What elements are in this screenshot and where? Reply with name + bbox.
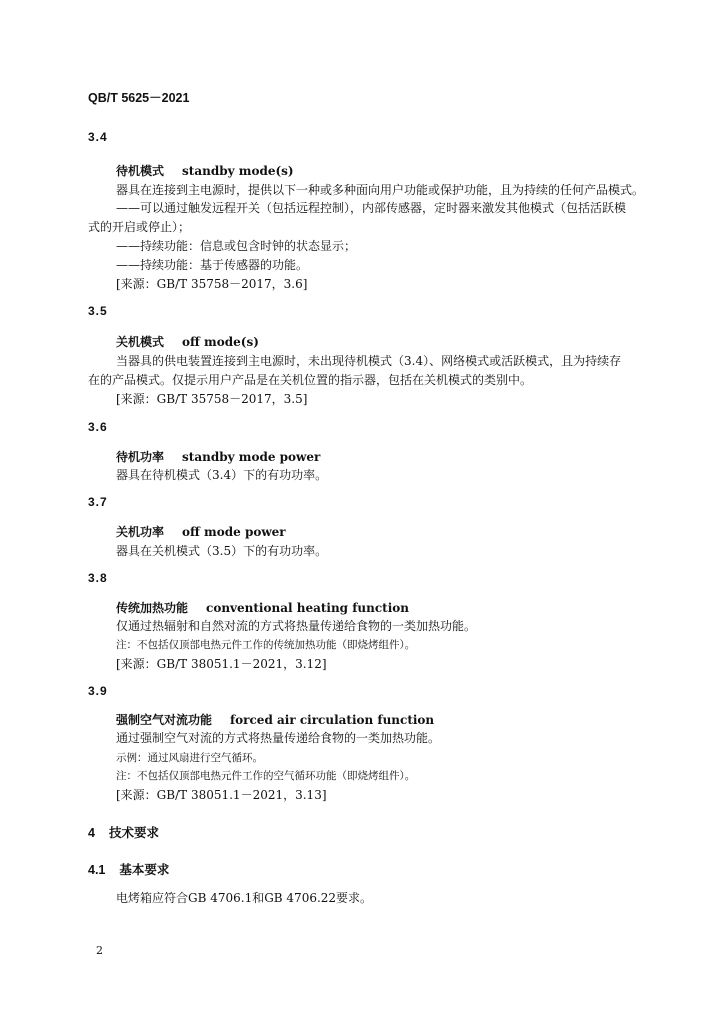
term-en: forced air circulation function bbox=[230, 713, 435, 727]
source-reference: [来源：GB/T 35758－2017，3.6] bbox=[116, 277, 308, 291]
definition-line: ——可以通过触发远程开关（包括远程控制），内部传感器，定时器来激发其他模式（包括活跃模 bbox=[116, 201, 627, 215]
source-reference: [来源：GB/T 38051.1－2021，3.12] bbox=[116, 657, 327, 671]
note-line: 注：不包括仅顶部电热元件工作的传统加热功能（即烧烤组件）。 bbox=[116, 639, 416, 651]
clause-number: 3.8 bbox=[88, 571, 108, 585]
clause-number: 3.4 bbox=[88, 130, 108, 144]
body-text: 电烤箱应符合GB 4706.1和GB 4706.22要求。 bbox=[116, 891, 373, 905]
definition-line: 通过强制空气对流的方式将热量传递给食物的一类加热功能。 bbox=[116, 731, 441, 745]
definition-line: 式的开启或停止）； bbox=[88, 220, 191, 234]
section-title: 技术要求 bbox=[108, 826, 159, 840]
note-line: 注：不包括仅顶部电热元件工作的空气循环功能（即烧烤组件）。 bbox=[116, 770, 416, 782]
section-heading-4 bbox=[88, 823, 159, 841]
definition-line: 在的产品模式。仅提示用户产品是在关机位置的指示器，包括在关机模式的类别中。 bbox=[88, 373, 533, 387]
definition-line: ——持续功能：基于传感器的功能。 bbox=[116, 258, 309, 272]
term-heading bbox=[116, 333, 259, 350]
term-heading bbox=[116, 448, 320, 465]
term-heading bbox=[116, 711, 434, 728]
definition-line: 仅通过热辐射和自然对流的方式将热量传递给食物的一类加热功能。 bbox=[116, 619, 477, 633]
term-en: off mode power bbox=[182, 525, 286, 539]
definition-line: 器具在待机模式（3.4）下的有功功率。 bbox=[116, 468, 328, 482]
term-en: standby mode(s) bbox=[182, 164, 294, 178]
term-en: standby mode power bbox=[182, 450, 321, 464]
term-cn: 待机功率 bbox=[116, 450, 165, 464]
definition-line: 当器具的供电装置连接到主电源时，未出现待机模式（3.4）、网络模式或活跃模式，且为持续存 bbox=[116, 354, 622, 368]
term-cn: 强制空气对流功能 bbox=[116, 713, 213, 727]
section-number: 4 bbox=[88, 826, 95, 840]
section-number: 4.1 bbox=[88, 863, 106, 877]
section-title: 基本要求 bbox=[119, 863, 170, 877]
page-number: 2 bbox=[96, 944, 103, 957]
definition-line: 器具在连接到主电源时，提供以下一种或多种面向用户功能或保护功能，且为持续的任何产品模式。 bbox=[116, 183, 645, 197]
example-line: 示例：通过风扇进行空气循环。 bbox=[116, 752, 263, 764]
clause-number: 3.5 bbox=[88, 304, 108, 318]
term-heading bbox=[116, 162, 294, 179]
term-en: off mode(s) bbox=[182, 335, 259, 349]
term-cn: 关机功率 bbox=[116, 525, 165, 539]
term-en: conventional heating function bbox=[206, 601, 410, 615]
term-heading bbox=[116, 599, 409, 616]
clause-number: 3.9 bbox=[88, 684, 108, 698]
source-reference: [来源：GB/T 35758－2017，3.5] bbox=[116, 392, 308, 406]
clause-number: 3.7 bbox=[88, 495, 108, 509]
term-cn: 关机模式 bbox=[116, 335, 165, 349]
term-heading bbox=[116, 523, 286, 540]
section-heading-4-1 bbox=[88, 860, 169, 878]
term-cn: 待机模式 bbox=[116, 164, 165, 178]
clause-number: 3.6 bbox=[88, 420, 108, 434]
term-cn: 传统加热功能 bbox=[116, 601, 189, 615]
source-reference: [来源：GB/T 38051.1－2021，3.13] bbox=[116, 788, 327, 802]
definition-line: ——持续功能：信息或包含时钟的状态显示； bbox=[116, 239, 357, 253]
definition-line: 器具在关机模式（3.5）下的有功功率。 bbox=[116, 544, 328, 558]
document-code: QB/T 5625－2021 bbox=[88, 91, 190, 105]
